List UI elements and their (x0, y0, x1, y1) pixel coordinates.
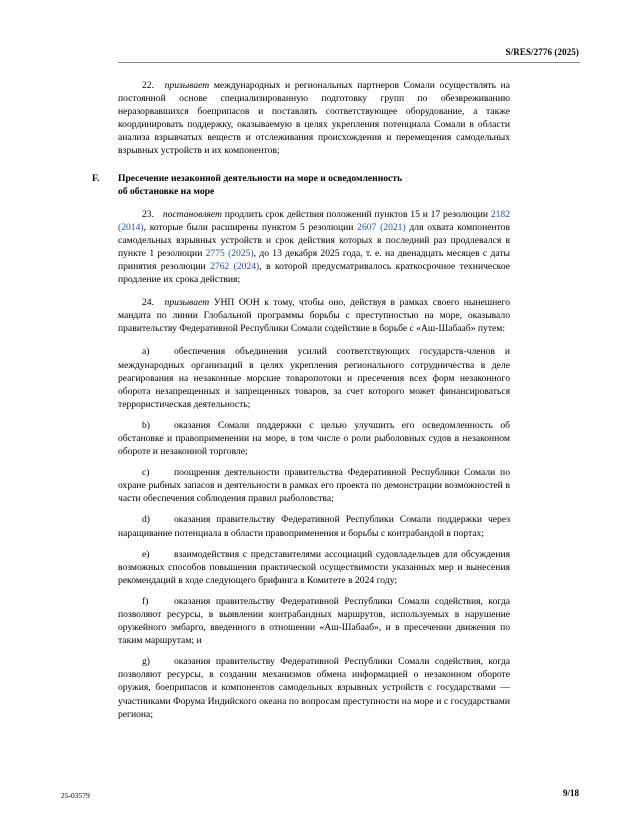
section-title-line2: об обстановке на море (118, 185, 215, 197)
subparagraph-text: поощрения деятельности правительства Федеративной Республики Сомали по охране рыбных запасов и деятельности в рамках его проекта по демонстрации возможностей в части обеспечения соблюдения правил рыболовства; (118, 467, 510, 505)
paragraph-text: для охвата компонентов самодельных взрывных устройств и срок действия которых в последний раз продлевался в пункте 1 резолюции (118, 221, 511, 259)
section-title-line1: Пресечение незаконной деятельности на море и осведомленность (118, 172, 403, 184)
paragraph-24 (118, 296, 510, 335)
subparagraph-f (118, 595, 510, 647)
paragraph-text: , в которой предусматривалось краткосрочное техническое продление их срока действия; (118, 260, 510, 286)
paragraph-number: 22. (142, 80, 154, 91)
subparagraph-text: оказания правительству Федеративной Республики Сомали содействия, когда позволяют ресурсы, в создании механизмов обмена информацией о незаконном обороте оружия, боеприпасов и компонентов самодельных взрывных устройств с государствами — участниками Форума Индийского океана по вопросам преступности на море и с государствами региона; (118, 656, 510, 720)
subparagraph-e (118, 548, 510, 587)
subparagraph-text: оказания правительству Федеративной Республики Сомали содействия, когда позволяют ресурсы, в выявлении контрабандных маршрутов, используемых в нарушение оружейного эмбарго, введенного в отношении «Аш-Шабааб», и в пресечении движения по таким маршрутам; и (118, 595, 510, 647)
subparagraph-letter: a) (142, 346, 150, 358)
paragraph-text: продлить срок действия положений пунктов 15 и 17 резолюции (224, 208, 488, 220)
subparagraph-letter: e) (142, 548, 150, 560)
subparagraph-letter: c) (142, 467, 150, 479)
subparagraph-text: оказания Сомали поддержки с целью улучшить его осведомленность об обстановке и правоприменении на море, в том числе о роли рыболовных судов в незаконном обороте и незаконной торговле; (118, 419, 510, 458)
resolution-link-2762[interactable]: 2762 (2024) (210, 260, 260, 272)
document-body (92, 79, 511, 729)
subparagraph-g (118, 655, 510, 720)
subparagraph-c (118, 466, 510, 505)
document-symbol: S/RES/2776 (2025) (505, 47, 579, 57)
operative-keyword: призывает (164, 80, 210, 91)
subparagraph-d (118, 513, 510, 539)
section-heading (92, 172, 510, 198)
operative-keyword: постановляет (162, 208, 222, 220)
paragraph-text: УНП ООН к тому, чтобы оно, действуя в рамках своего нынешнего мандата по линии Глобальной программы борьбы с преступностью на море, оказывало правительству Федеративной Республики Сомали содействие в борьбе с «Аш-Шабааб» путем: (118, 297, 511, 335)
paragraph-text: , которые были расширены пунктом 5 резолюции (143, 221, 354, 233)
resolution-link-2775[interactable]: 2775 (2025) (205, 247, 254, 259)
paragraph-number: 23. (142, 208, 154, 220)
paragraph-text: международных и региональных партнеров Сомали осуществлять на постоянной основе специализированную подготовку групп по обезвреживанию неразорвавшихся боеприпасов и поставлять соответствующее оборудование, а также координировать поддержку, оказываемую в целях укрепления потенциала Сомали в области анализа взрывчатых веществ и отслеживания происхождения и перемещения самодельных взрывных устройств и их компонентов; (118, 80, 511, 157)
header-divider (118, 62, 580, 63)
subparagraph-b (118, 419, 510, 458)
subparagraph-letter: g) (142, 656, 150, 668)
page-number: 9/18 (562, 788, 579, 798)
subparagraph-letter: b) (142, 419, 150, 431)
paragraph-text: , до 13 декабря 2025 года, т. е. на двенадцать месяцев с даты принятия резолюции (118, 247, 510, 272)
document-number: 25-03579 (61, 791, 90, 800)
paragraph-number: 24. (142, 297, 154, 309)
section-letter: F. (92, 172, 100, 184)
paragraph-23 (118, 208, 510, 287)
subparagraph-text: взаимодействия с представителями ассоциаций судовладельцев для обсуждения возможных способов повышения практической осуществимости указанных мер и вынесения рекомендаций в ходе следующего брифинга в Комитете в 2024 году; (118, 548, 510, 586)
operative-keyword: призывает (164, 297, 210, 309)
resolution-link-2182[interactable]: 2182 (2014) (118, 208, 511, 233)
subparagraph-letter: f) (142, 595, 149, 607)
resolution-link-2607[interactable]: 2607 (2021) (357, 221, 406, 233)
paragraph-22 (118, 79, 510, 158)
subparagraph-text: оказания правительству Федеративной Республики Сомали поддержки через наращивание потенциала в области правоприменения и борьбы с контрабандой в портах; (118, 514, 510, 539)
subparagraph-letter: d) (142, 514, 150, 526)
subparagraph-a (118, 345, 510, 410)
subparagraph-text: обеспечения объединения усилий соответствующих государств-членов и международных организаций в целях укрепления регионального сотрудничества в деле реагирования на незаконные морские товаропотоки и пресечения всех форм незаконного оборота незапрещенных и запрещенных товаров, за счет которого может финансироваться террористическая деятельность; (118, 346, 510, 410)
